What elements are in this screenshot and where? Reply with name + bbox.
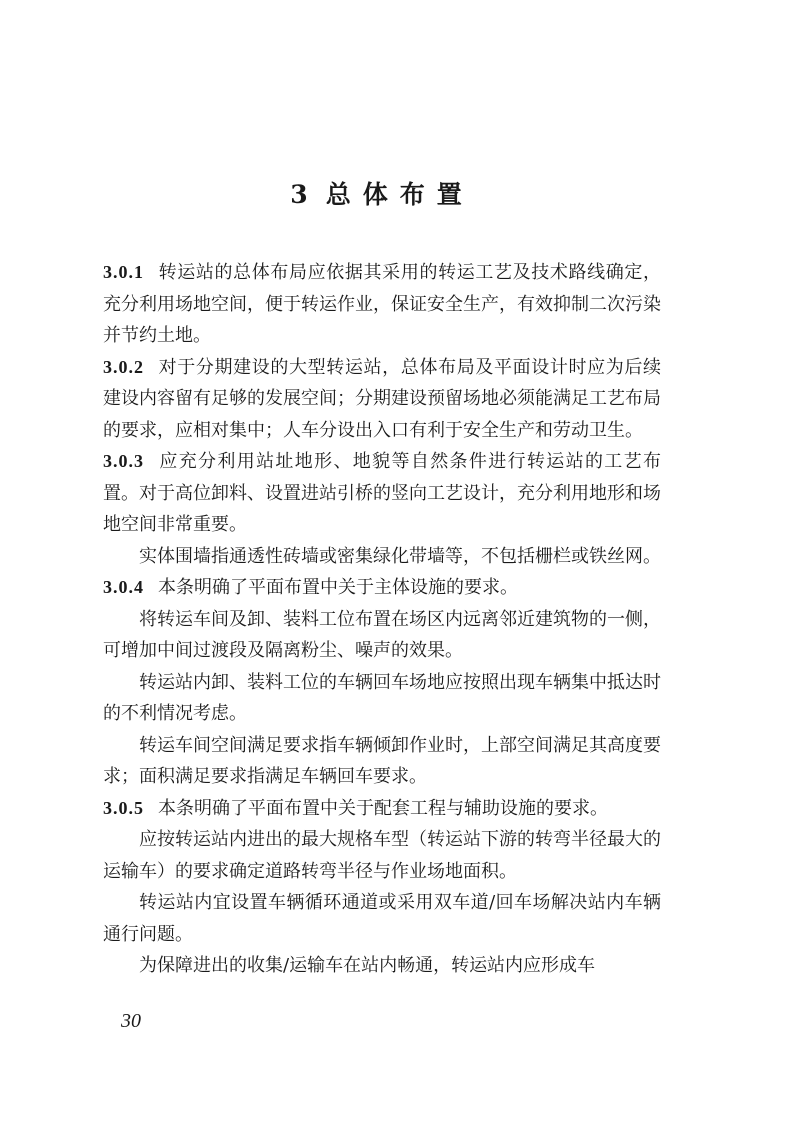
paragraph-text: 应充分利用站址地形、地貌等自然条件进行转运站的工艺布置。对于高位卸料、设置进站引桥的竖向工艺设计，充分利用地形和场地空间非常重要。 — [103, 451, 661, 535]
page-number: 30 — [121, 1010, 141, 1032]
paragraph-text: 将转运车间及卸、装料工位布置在场区内远离邻近建筑物的一侧，可增加中间过渡段及隔离粉尘、噪声的效果。 — [103, 608, 661, 661]
paragraph-body — [103, 730, 661, 793]
chapter-title-text: 总体布置 — [325, 180, 474, 209]
paragraph-3-0-1 — [103, 257, 661, 352]
clause-number: 3.0.5 — [103, 797, 144, 818]
paragraph-text: 转运站内卸、装料工位的车辆回车场地应按照出现车辆集中抵达时的不利情况考虑。 — [103, 671, 661, 724]
paragraph-text: 转运站内宜设置车辆循环通道或采用双车道/回车场解决站内车辆通行问题。 — [103, 892, 661, 945]
chapter-number: 3 — [290, 180, 308, 209]
paragraph-body — [103, 887, 661, 950]
paragraph-text: 实体围墙指通透性砖墙或密集绿化带墙等，不包括栅栏或铁丝网。 — [139, 545, 661, 567]
chapter-title — [103, 178, 661, 212]
paragraph-body — [103, 604, 661, 667]
paragraph-text: 本条明确了平面布置中关于主体设施的要求。 — [158, 577, 518, 598]
paragraph-body — [103, 824, 661, 887]
paragraph-text: 转运车间空间满足要求指车辆倾卸作业时，上部空间满足其高度要求；面积满足要求指满足车辆回车要求。 — [103, 734, 661, 787]
paragraph-body — [103, 541, 661, 573]
paragraph-text: 应按转运站内进出的最大规格车型（转运站下游的转弯半径最大的运输车）的要求确定道路转弯半径与作业场地面积。 — [103, 829, 661, 882]
paragraph-text: 本条明确了平面布置中关于配套工程与辅助设施的要求。 — [158, 797, 608, 819]
paragraph-3-0-5 — [103, 793, 661, 825]
paragraph-body — [103, 667, 661, 730]
paragraph-3-0-4 — [103, 572, 661, 604]
clause-number: 3.0.3 — [103, 451, 144, 471]
clause-number: 3.0.1 — [103, 262, 144, 282]
paragraph-text: 为保障进出的收集/运输车在站内畅通，转运站内应形成车 — [139, 955, 596, 976]
paragraph-body — [103, 950, 661, 982]
paragraph-text: 对于分期建设的大型转运站，总体布局及平面设计时应为后续建设内容留有足够的发展空间；分期建设预留场地必须能满足工艺布局的要求，应相对集中；人车分设出入口有利于安全生产和劳动卫生。 — [103, 356, 661, 441]
clause-number: 3.0.4 — [103, 577, 144, 597]
paragraph-text: 转运站的总体布局应依据其采用的转运工艺及技术路线确定，充分利用场地空间，便于转运作业，保证安全生产，有效抑制二次污染并节约土地。 — [103, 262, 661, 346]
chapter-body — [103, 257, 661, 982]
paragraph-3-0-3 — [103, 446, 661, 541]
clause-number: 3.0.2 — [103, 356, 144, 377]
paragraph-3-0-2 — [103, 352, 661, 447]
